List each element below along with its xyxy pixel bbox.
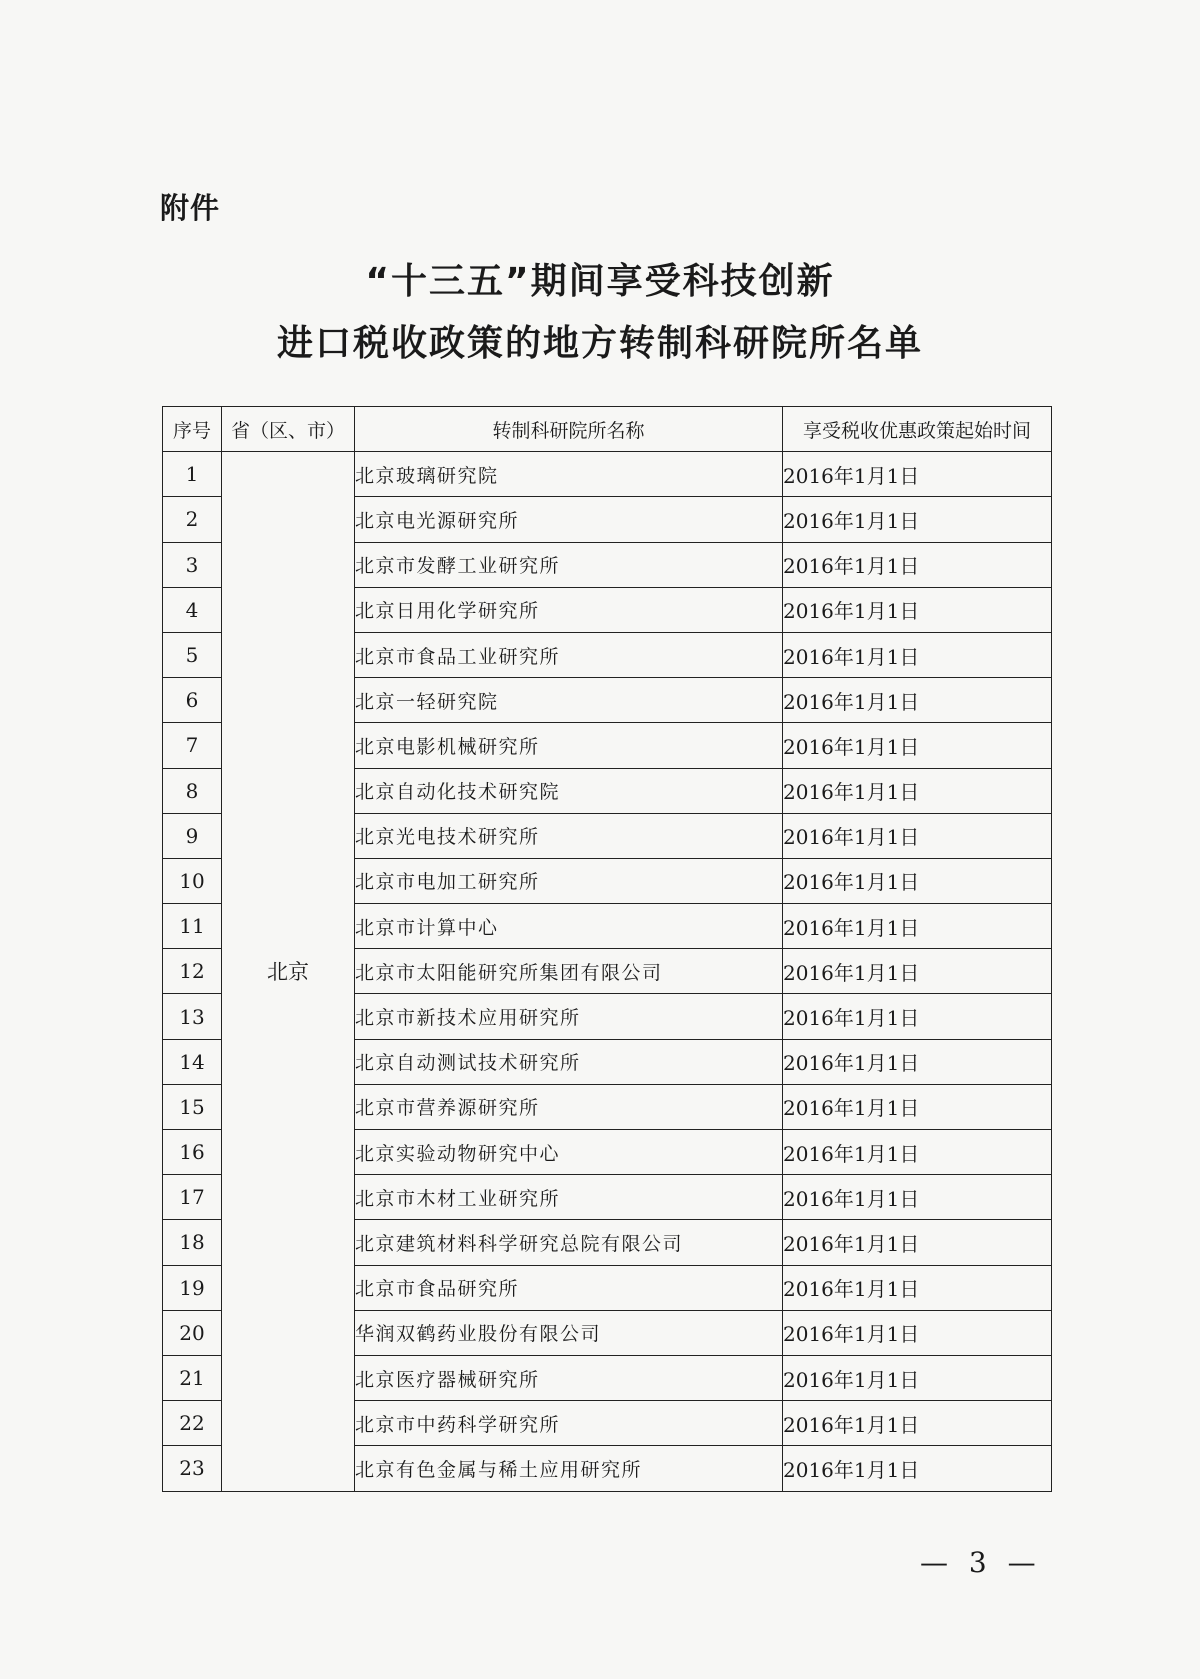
row-seq: 10: [163, 858, 222, 903]
row-start-date: 2016年1月1日: [783, 1039, 1052, 1084]
header-start-date: 享受税收优惠政策起始时间: [783, 407, 1052, 452]
row-seq: 19: [163, 1265, 222, 1310]
row-seq: 20: [163, 1310, 222, 1355]
row-institute-name: 北京日用化学研究所: [355, 587, 783, 632]
row-seq: 8: [163, 768, 222, 813]
row-start-date: 2016年1月1日: [783, 1130, 1052, 1175]
row-seq: 15: [163, 1084, 222, 1129]
row-institute-name: 北京建筑材料科学研究总院有限公司: [355, 1220, 783, 1265]
row-start-date: 2016年1月1日: [783, 813, 1052, 858]
row-seq: 22: [163, 1401, 222, 1446]
row-seq: 12: [163, 949, 222, 994]
row-start-date: 2016年1月1日: [783, 1446, 1052, 1491]
row-start-date: 2016年1月1日: [783, 678, 1052, 723]
page-number: — 3 —: [920, 1546, 1042, 1579]
row-seq: 7: [163, 723, 222, 768]
row-start-date: 2016年1月1日: [783, 1355, 1052, 1400]
row-start-date: 2016年1月1日: [783, 994, 1052, 1039]
row-seq: 23: [163, 1446, 222, 1491]
row-institute-name: 北京市太阳能研究所集团有限公司: [355, 949, 783, 994]
header-seq: 序号: [163, 407, 222, 452]
row-start-date: 2016年1月1日: [783, 1175, 1052, 1220]
row-start-date: 2016年1月1日: [783, 452, 1052, 497]
row-seq: 2: [163, 497, 222, 542]
row-institute-name: 北京市木材工业研究所: [355, 1175, 783, 1220]
table-body: [163, 452, 1052, 1491]
row-start-date: 2016年1月1日: [783, 1084, 1052, 1129]
row-start-date: 2016年1月1日: [783, 1310, 1052, 1355]
row-seq: 6: [163, 678, 222, 723]
row-seq: 14: [163, 1039, 222, 1084]
document-title-line-1: “十三五”期间享受科技创新: [365, 261, 835, 302]
row-start-date: 2016年1月1日: [783, 723, 1052, 768]
row-seq: 4: [163, 587, 222, 632]
row-institute-name: 北京市营养源研究所: [355, 1084, 783, 1129]
row-institute-name: 北京玻璃研究院: [355, 452, 783, 497]
row-start-date: 2016年1月1日: [783, 587, 1052, 632]
row-start-date: 2016年1月1日: [783, 1220, 1052, 1265]
row-start-date: 2016年1月1日: [783, 858, 1052, 903]
row-seq: 17: [163, 1175, 222, 1220]
row-institute-name: 北京市中药科学研究所: [355, 1401, 783, 1446]
row-seq: 16: [163, 1130, 222, 1175]
row-institute-name: 北京电影机械研究所: [355, 723, 783, 768]
row-start-date: 2016年1月1日: [783, 768, 1052, 813]
row-seq: 9: [163, 813, 222, 858]
row-institute-name: 北京市食品工业研究所: [355, 632, 783, 677]
row-institute-name: 北京电光源研究所: [355, 497, 783, 542]
row-institute-name: 华润双鹤药业股份有限公司: [355, 1310, 783, 1355]
institute-table: [162, 406, 1052, 1492]
row-start-date: 2016年1月1日: [783, 1265, 1052, 1310]
row-start-date: 2016年1月1日: [783, 949, 1052, 994]
row-seq: 3: [163, 542, 222, 587]
row-seq: 18: [163, 1220, 222, 1265]
table-row: [163, 452, 1052, 497]
row-institute-name: 北京市新技术应用研究所: [355, 994, 783, 1039]
row-institute-name: 北京光电技术研究所: [355, 813, 783, 858]
row-institute-name: 北京市电加工研究所: [355, 858, 783, 903]
row-institute-name: 北京一轻研究院: [355, 678, 783, 723]
row-institute-name: 北京自动化技术研究院: [355, 768, 783, 813]
table-header-row: [163, 407, 1052, 452]
row-institute-name: 北京市发酵工业研究所: [355, 542, 783, 587]
province-cell: 北京: [222, 452, 355, 1491]
header-institute-name: 转制科研院所名称: [355, 407, 783, 452]
row-institute-name: 北京有色金属与稀土应用研究所: [355, 1446, 783, 1491]
row-start-date: 2016年1月1日: [783, 632, 1052, 677]
row-institute-name: 北京自动测试技术研究所: [355, 1039, 783, 1084]
row-start-date: 2016年1月1日: [783, 1401, 1052, 1446]
row-institute-name: 北京市计算中心: [355, 904, 783, 949]
attachment-label: 附件: [160, 191, 221, 225]
row-seq: 11: [163, 904, 222, 949]
row-seq: 13: [163, 994, 222, 1039]
row-start-date: 2016年1月1日: [783, 497, 1052, 542]
document-title-line-2: 进口税收政策的地方转制科研院所名单: [276, 323, 923, 364]
row-institute-name: 北京市食品研究所: [355, 1265, 783, 1310]
row-seq: 1: [163, 452, 222, 497]
row-institute-name: 北京医疗器械研究所: [355, 1355, 783, 1400]
row-start-date: 2016年1月1日: [783, 542, 1052, 587]
header-province: 省（区、市）: [222, 407, 355, 452]
row-seq: 21: [163, 1355, 222, 1400]
row-start-date: 2016年1月1日: [783, 904, 1052, 949]
row-institute-name: 北京实验动物研究中心: [355, 1130, 783, 1175]
row-seq: 5: [163, 632, 222, 677]
